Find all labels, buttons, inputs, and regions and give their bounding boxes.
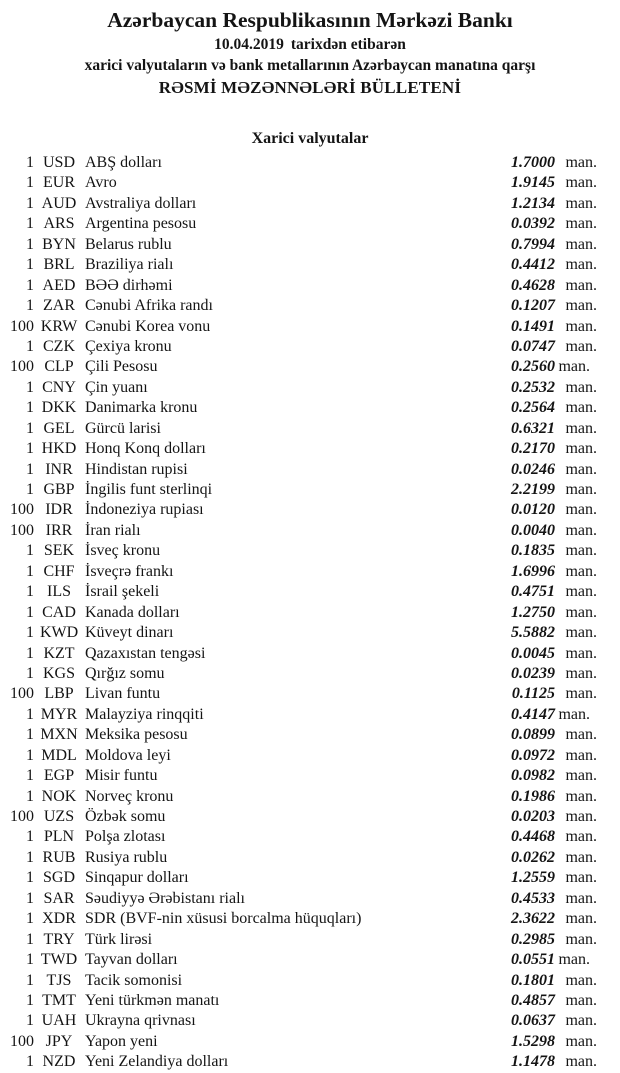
rate-value: 1.9145	[511, 174, 555, 192]
currency-name: SDR (BVF-nin xüsusi borcalma hüquqları)	[85, 910, 362, 928]
currency-code: INR	[45, 460, 73, 478]
document-header	[0, 0, 620, 99]
currency-code: UZS	[43, 808, 75, 825]
currency-code: CNY	[42, 378, 76, 396]
rate-row	[0, 930, 620, 950]
unit-label: man.	[565, 603, 597, 621]
currency-name: İsrail şekeli	[85, 583, 160, 601]
currency-name: Türk lirəsi	[85, 930, 153, 948]
rate-value: 0.2170	[511, 440, 555, 458]
unit-label: man.	[565, 726, 597, 744]
rate-value: 0.0551	[511, 951, 555, 969]
quantity-value: 1	[26, 767, 34, 785]
unit-label: man.	[565, 562, 597, 580]
rate-value: 0.4468	[511, 828, 555, 846]
rate-value: 0.0637	[511, 1012, 555, 1030]
quantity-value: 1	[26, 460, 34, 478]
currency-code: CLP	[44, 358, 74, 376]
unit-label: man.	[565, 624, 597, 642]
unit-label: man.	[565, 889, 597, 907]
rate-row	[0, 705, 620, 725]
rate-row	[0, 725, 620, 745]
rate-value: 2.3622	[511, 910, 555, 928]
currency-code: RUB	[42, 848, 76, 866]
rate-row	[0, 582, 620, 602]
quantity-value: 1	[26, 991, 34, 1009]
currency-name: Çexiya kronu	[85, 337, 172, 355]
quantity-value: 1	[26, 337, 34, 355]
currency-code: BYN	[42, 235, 76, 253]
currency-code: TJS	[46, 971, 72, 989]
rate-value: 0.0246	[511, 460, 555, 478]
currency-code: KZT	[43, 644, 75, 662]
currency-code: TWD	[40, 951, 78, 969]
quantity-value: 100	[10, 501, 34, 519]
currency-name: Meksika pesosu	[85, 726, 188, 744]
quantity-value: 100	[10, 358, 34, 376]
rate-row	[0, 460, 620, 480]
currency-name: Hindistan rupisi	[85, 460, 188, 478]
quantity-value: 100	[10, 1032, 34, 1050]
rate-row	[0, 787, 620, 807]
unit-label: man.	[565, 910, 597, 928]
currency-name: Honq Konq dolları	[85, 440, 206, 458]
currency-name: Ukrayna qrivnası	[85, 1012, 196, 1030]
bulletin-title: RƏSMİ MƏZƏNNƏLƏRİ BÜLLETENİ	[158, 78, 462, 97]
unit-label: man.	[558, 358, 590, 376]
quantity-value: 1	[26, 1012, 34, 1030]
unit-label: man.	[558, 951, 590, 969]
currency-code: NZD	[42, 1053, 76, 1071]
rate-row	[0, 562, 620, 582]
quantity-value: 1	[26, 624, 34, 642]
currency-code: GBP	[43, 481, 75, 498]
rate-value: 0.0040	[511, 521, 555, 539]
currency-name: Polşa zlotası	[85, 828, 166, 846]
rate-row	[0, 603, 620, 623]
currency-name: Malayziya rinqqiti	[85, 705, 204, 723]
quantity-value: 1	[26, 971, 34, 989]
unit-label: man.	[565, 337, 597, 355]
unit-label: man.	[565, 440, 597, 458]
unit-label: man.	[565, 583, 597, 601]
unit-label: man.	[565, 460, 597, 478]
rate-row	[0, 848, 620, 868]
rate-row	[0, 214, 620, 234]
rate-value: 2.2199	[511, 481, 555, 498]
quantity-value: 1	[26, 705, 34, 723]
rate-row	[0, 1032, 620, 1052]
rate-row	[0, 541, 620, 561]
unit-label: man.	[565, 481, 597, 498]
rate-row	[0, 909, 620, 929]
rate-row	[0, 971, 620, 991]
currency-name: Norveç kronu	[85, 787, 174, 805]
quantity-value: 1	[26, 889, 34, 907]
rate-value: 0.0899	[511, 726, 555, 744]
rate-value: 0.7994	[511, 235, 555, 253]
quantity-value: 100	[10, 521, 34, 539]
rate-row	[0, 235, 620, 255]
rate-row	[0, 296, 620, 316]
currency-name: Qazaxıstan tengəsi	[85, 644, 206, 662]
currency-name: Sinqapur dolları	[85, 869, 189, 887]
rate-value: 0.4751	[511, 583, 555, 601]
rate-row	[0, 480, 620, 500]
rate-value: 0.2532	[511, 378, 555, 396]
rate-value: 0.1125	[511, 685, 555, 703]
rate-value: 0.0120	[511, 501, 555, 519]
rate-row	[0, 868, 620, 888]
rate-value: 0.4857	[511, 991, 555, 1009]
rate-value: 0.1801	[511, 971, 555, 989]
currency-name: Danimarka kronu	[85, 399, 198, 417]
unit-label: man.	[565, 378, 597, 396]
unit-label: man.	[565, 154, 597, 171]
quantity-value: 1	[26, 419, 34, 437]
rate-value: 1.2559	[511, 869, 555, 887]
rate-row	[0, 337, 620, 357]
quantity-value: 1	[26, 174, 34, 192]
currency-name: Avstraliya dolları	[85, 194, 197, 212]
quantity-value: 1	[26, 746, 34, 764]
rate-row	[0, 378, 620, 398]
rate-value: 1.7000	[511, 154, 555, 171]
unit-label: man.	[565, 991, 597, 1009]
unit-label: man.	[565, 399, 597, 417]
currency-name: Küveyt dinarı	[85, 624, 174, 642]
unit-label: man.	[565, 276, 597, 294]
date-suffix: tarixdən etibarən	[290, 36, 406, 53]
currency-code: SGD	[42, 869, 75, 887]
unit-label: man.	[565, 215, 597, 233]
currency-name: İndoneziya rupiası	[85, 501, 204, 519]
rate-row	[0, 746, 620, 766]
quantity-value: 1	[26, 256, 34, 274]
currency-name: Yeni türkmən manatı	[85, 991, 220, 1009]
rate-value: 0.0203	[511, 808, 555, 825]
quantity-value: 1	[26, 562, 34, 580]
quantity-value: 1	[26, 848, 34, 866]
unit-label: man.	[565, 297, 597, 315]
quantity-value: 1	[26, 235, 34, 253]
rate-value: 0.4628	[511, 276, 555, 294]
currency-name: Qırğız somu	[85, 664, 165, 682]
rate-row	[0, 807, 620, 827]
currency-name: Cənubi Korea vonu	[85, 317, 211, 335]
rate-value: 5.5882	[511, 624, 555, 642]
quantity-value: 1	[26, 828, 34, 846]
currency-name: Tacik somonisi	[85, 971, 183, 989]
currency-code: NOK	[41, 787, 77, 805]
currency-code: CZK	[43, 337, 75, 355]
currency-name: Səudiyyə Ərəbistanı rialı	[85, 889, 245, 907]
currency-name: Özbək somu	[85, 808, 166, 825]
unit-label: man.	[565, 542, 597, 560]
currency-code: MYR	[40, 705, 78, 723]
unit-label: man.	[565, 746, 597, 764]
rate-row	[0, 194, 620, 214]
currency-name: Yeni Zelandiya dolları	[85, 1053, 229, 1071]
currency-name: İngilis funt sterlinqi	[85, 481, 213, 498]
unit-label: man.	[565, 1053, 597, 1071]
unit-label: man.	[565, 501, 597, 519]
rate-row	[0, 684, 620, 704]
quantity-value: 1	[26, 583, 34, 601]
subtitle: xarici valyutaların və bank metallarının Azərbaycan manatına qarşı	[84, 57, 536, 74]
currency-code: ZAR	[43, 297, 75, 315]
quantity-value: 1	[26, 276, 34, 294]
unit-label: man.	[565, 869, 597, 887]
unit-label: man.	[565, 664, 597, 682]
currency-code: USD	[42, 154, 75, 171]
unit-label: man.	[565, 419, 597, 437]
currency-code: SEK	[43, 542, 75, 560]
rate-value: 0.2560	[511, 358, 555, 376]
rate-row	[0, 1052, 620, 1072]
unit-label: man.	[565, 971, 597, 989]
quantity-value: 1	[26, 869, 34, 887]
rate-value: 0.1835	[511, 542, 555, 560]
currency-code: MXN	[40, 726, 78, 744]
rate-value: 0.4147	[511, 705, 555, 723]
rate-value: 1.5298	[511, 1032, 555, 1050]
unit-label: man.	[565, 194, 597, 212]
currency-name: Tayvan dolları	[85, 951, 178, 969]
rate-value: 0.1491	[511, 317, 555, 335]
quantity-value: 1	[26, 664, 34, 682]
rate-row	[0, 644, 620, 664]
unit-label: man.	[565, 1012, 597, 1030]
quantity-value: 1	[26, 378, 34, 396]
currency-name: Argentina pesosu	[85, 215, 197, 233]
currency-name: BƏƏ dirhəmi	[85, 276, 173, 294]
quantity-value: 1	[26, 194, 34, 212]
currency-name: Belarus rublu	[85, 235, 172, 253]
date-line	[0, 34, 620, 55]
currency-code: UAH	[41, 1012, 77, 1030]
currency-code: TMT	[42, 991, 76, 1009]
currency-code: XDR	[42, 910, 76, 928]
rate-value: 0.6321	[511, 419, 555, 437]
currency-code: ARS	[43, 215, 75, 233]
rate-value: 0.0392	[511, 215, 555, 233]
quantity-value: 100	[10, 808, 34, 825]
rate-row	[0, 276, 620, 296]
currency-code: PLN	[43, 828, 75, 846]
rate-row	[0, 521, 620, 541]
currency-code: IRR	[45, 521, 73, 539]
currency-name: Misir funtu	[85, 767, 158, 785]
unit-label: man.	[565, 174, 597, 192]
quantity-value: 1	[26, 440, 34, 458]
quantity-value: 1	[26, 399, 34, 417]
rate-value: 0.0045	[511, 644, 555, 662]
page-title: Azərbaycan Respublikasının Mərkəzi Bankı	[107, 8, 513, 32]
effective-date: 10.04.2019	[214, 36, 284, 53]
rate-row	[0, 500, 620, 520]
quantity-value: 1	[26, 154, 34, 171]
rate-value: 0.1207	[511, 297, 555, 315]
rate-row	[0, 766, 620, 786]
quantity-value: 1	[26, 603, 34, 621]
rate-value: 0.1986	[511, 787, 555, 805]
unit-label: man.	[565, 317, 597, 335]
currency-code: EUR	[43, 174, 75, 192]
currency-code: SAR	[43, 889, 75, 907]
rate-value: 0.2564	[511, 399, 555, 417]
currency-code: KGS	[42, 664, 75, 682]
unit-label: man.	[565, 828, 597, 846]
currency-name: Livan funtu	[85, 685, 161, 703]
rate-value: 0.0262	[511, 848, 555, 866]
currency-code: GEL	[43, 419, 75, 437]
currency-code: EGP	[43, 767, 75, 785]
quantity-value: 1	[26, 215, 34, 233]
unit-label: man.	[565, 808, 597, 825]
rate-value: 1.6996	[511, 562, 555, 580]
quantity-value: 1	[26, 787, 34, 805]
rate-value: 1.2750	[511, 603, 555, 621]
rate-row	[0, 889, 620, 909]
currency-code: DKK	[41, 399, 77, 417]
unit-label: man.	[565, 930, 597, 948]
currency-name: Rusiya rublu	[85, 848, 168, 866]
rate-row	[0, 439, 620, 459]
rates-table	[0, 153, 620, 1073]
quantity-value: 1	[26, 726, 34, 744]
rate-value: 1.1478	[511, 1053, 555, 1071]
quantity-value: 100	[10, 685, 34, 703]
unit-label: man.	[565, 521, 597, 539]
currency-name: Gürcü larisi	[85, 419, 161, 437]
unit-label: man.	[565, 235, 597, 253]
currency-name: İsveç kronu	[85, 542, 161, 560]
rate-row	[0, 827, 620, 847]
rate-value: 0.0982	[511, 767, 555, 785]
rate-value: 0.4412	[511, 256, 555, 274]
rate-row	[0, 623, 620, 643]
currency-code: AED	[42, 276, 76, 294]
currency-name: Çin yuanı	[85, 378, 148, 396]
rate-row	[0, 317, 620, 337]
rate-value: 0.0747	[511, 337, 555, 355]
currency-name: Cənubi Afrika randı	[85, 297, 213, 315]
rate-value: 0.4533	[511, 889, 555, 907]
currency-name: Çili Pesosu	[85, 358, 158, 376]
rate-value: 0.2985	[511, 930, 555, 948]
currency-code: CHF	[43, 562, 75, 580]
rate-row	[0, 255, 620, 275]
currency-code: AUD	[41, 194, 77, 212]
quantity-value: 1	[26, 644, 34, 662]
unit-label: man.	[565, 787, 597, 805]
rate-row	[0, 419, 620, 439]
rate-row	[0, 950, 620, 970]
currency-code: CAD	[42, 603, 76, 621]
unit-label: man.	[565, 685, 597, 703]
currency-code: ILS	[47, 583, 71, 601]
section-title-foreign-currencies: Xarici valyutalar	[251, 130, 369, 147]
rate-row	[0, 991, 620, 1011]
currency-name: Avro	[85, 174, 117, 192]
rate-row	[0, 1011, 620, 1031]
rate-row	[0, 357, 620, 377]
unit-label: man.	[565, 256, 597, 274]
currency-code: HKD	[41, 440, 77, 458]
quantity-value: 1	[26, 951, 34, 969]
quantity-value: 100	[10, 317, 34, 335]
currency-name: İran rialı	[85, 521, 141, 539]
currency-code: JPY	[45, 1032, 73, 1050]
unit-label: man.	[565, 644, 597, 662]
quantity-value: 1	[26, 481, 34, 498]
rate-row	[0, 173, 620, 193]
unit-label: man.	[565, 1032, 597, 1050]
currency-name: Braziliya rialı	[85, 256, 174, 274]
currency-name: Yapon yeni	[85, 1032, 158, 1050]
currency-code: BRL	[43, 256, 75, 274]
currency-code: IDR	[45, 501, 73, 519]
quantity-value: 1	[26, 1053, 34, 1071]
currency-code: KRW	[40, 317, 78, 335]
rate-row	[0, 153, 620, 173]
currency-name: Kanada dolları	[85, 603, 180, 621]
quantity-value: 1	[26, 297, 34, 315]
unit-label: man.	[565, 767, 597, 785]
rate-value: 1.2134	[511, 194, 555, 212]
quantity-value: 1	[26, 930, 34, 948]
currency-code: LBP	[44, 685, 74, 703]
rate-value: 0.0972	[511, 746, 555, 764]
rate-value: 0.0239	[511, 664, 555, 682]
rate-row	[0, 664, 620, 684]
currency-name: İsveçrə frankı	[85, 562, 174, 580]
currency-name: Moldova leyi	[85, 746, 171, 764]
rate-row	[0, 398, 620, 418]
quantity-value: 1	[26, 910, 34, 928]
unit-label: man.	[558, 705, 590, 723]
currency-name: ABŞ dolları	[85, 154, 162, 171]
currency-code: TRY	[43, 930, 75, 948]
currency-code: MDL	[41, 746, 77, 764]
quantity-value: 1	[26, 542, 34, 560]
unit-label: man.	[565, 848, 597, 866]
currency-code: KWD	[40, 624, 79, 642]
